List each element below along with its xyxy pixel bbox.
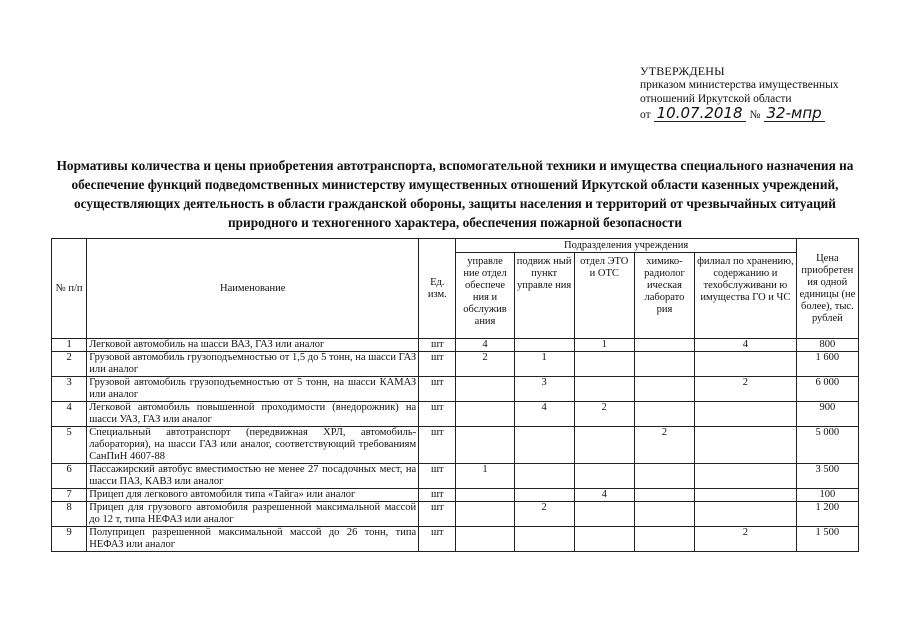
table-row bbox=[52, 427, 859, 464]
cell-division-a bbox=[456, 502, 514, 527]
cell-no: 8 bbox=[52, 502, 87, 527]
cell-division-e bbox=[695, 502, 797, 527]
cell-division-c: 2 bbox=[574, 402, 634, 427]
cell-division-d: 2 bbox=[634, 427, 694, 464]
header-division-c: отдел ЭТО и ОТС bbox=[574, 253, 634, 339]
cell-no: 2 bbox=[52, 352, 87, 377]
cell-division-e: 4 bbox=[695, 339, 797, 352]
table-row bbox=[52, 377, 859, 402]
cell-name: Специальный автотранспорт (передвижная ХРЛ, автомобиль-лаборатория), на шасси ГАЗ или аналог, соответствующий требованиям СанПиН 4607-88 bbox=[87, 427, 419, 464]
cell-division-e bbox=[695, 489, 797, 502]
cell-division-d bbox=[634, 464, 694, 489]
cell-price: 3 500 bbox=[796, 464, 858, 489]
cell-unit: шт bbox=[419, 427, 456, 464]
cell-name: Легковой автомобиль на шасси ВАЗ, ГАЗ или аналог bbox=[87, 339, 419, 352]
cell-price: 1 600 bbox=[796, 352, 858, 377]
cell-division-a bbox=[456, 402, 514, 427]
cell-division-b bbox=[514, 527, 574, 552]
cell-division-d bbox=[634, 527, 694, 552]
cell-price: 1 500 bbox=[796, 527, 858, 552]
cell-division-d bbox=[634, 502, 694, 527]
cell-division-b bbox=[514, 427, 574, 464]
cell-name: Грузовой автомобиль грузоподъемностью от 5 тонн, на шасси КАМАЗ или аналог bbox=[87, 377, 419, 402]
cell-unit: шт bbox=[419, 402, 456, 427]
cell-division-b: 1 bbox=[514, 352, 574, 377]
header-division-d: химико-радиолог ическая лаборато рия bbox=[634, 253, 694, 339]
header-divisions: Подразделения учреждения bbox=[456, 239, 796, 253]
cell-division-c bbox=[574, 352, 634, 377]
header-unit: Ед. изм. bbox=[419, 239, 456, 339]
approval-number: 32-мпр bbox=[764, 106, 825, 122]
cell-no: 1 bbox=[52, 339, 87, 352]
header-division-e: филиал по хранению, содержанию и техобслуживани ю имущества ГО и ЧС bbox=[695, 253, 797, 339]
cell-division-e bbox=[695, 464, 797, 489]
cell-division-c bbox=[574, 464, 634, 489]
header-division-b: подвиж ный пункт управле ния bbox=[514, 253, 574, 339]
header-no: № п/п bbox=[52, 239, 87, 339]
cell-name: Пассажирский автобус вместимостью не менее 27 посадочных мест, на шасси ПАЗ, КАВЗ или аналог bbox=[87, 464, 419, 489]
cell-no: 5 bbox=[52, 427, 87, 464]
approval-heading: УТВЕРЖДЕНЫ bbox=[640, 64, 725, 78]
approval-date: 10.07.2018 bbox=[654, 106, 746, 122]
table-row bbox=[52, 339, 859, 352]
cell-division-a bbox=[456, 527, 514, 552]
cell-division-d bbox=[634, 377, 694, 402]
norms-table bbox=[51, 238, 859, 552]
cell-division-b: 4 bbox=[514, 402, 574, 427]
approval-block bbox=[640, 64, 880, 122]
cell-division-e bbox=[695, 352, 797, 377]
header-name: Наименование bbox=[87, 239, 419, 339]
cell-no: 3 bbox=[52, 377, 87, 402]
cell-division-a bbox=[456, 427, 514, 464]
cell-division-e bbox=[695, 427, 797, 464]
cell-division-d bbox=[634, 352, 694, 377]
cell-unit: шт bbox=[419, 527, 456, 552]
cell-division-c bbox=[574, 502, 634, 527]
cell-division-e bbox=[695, 402, 797, 427]
cell-unit: шт bbox=[419, 464, 456, 489]
table-row bbox=[52, 464, 859, 489]
table-row bbox=[52, 402, 859, 427]
header-division-a: управле ние отдел обеспече ния и обслужив ания bbox=[456, 253, 514, 339]
cell-no: 4 bbox=[52, 402, 87, 427]
approval-line-2: отношений Иркутской области bbox=[640, 93, 792, 105]
cell-division-e: 2 bbox=[695, 527, 797, 552]
cell-division-a bbox=[456, 489, 514, 502]
cell-name: Полуприцеп разрешенной максимальной массой до 26 тонн, типа НЕФАЗ или аналог bbox=[87, 527, 419, 552]
document-title: Нормативы количества и цены приобретения автотранспорта, вспомогательной техники и имущества специального назначения на обеспечение функций подведомственных министерству имущественных отношений Иркутской области казенных учреждений, осуществляющих деятельность в области гражданской обороны, защиты населения и территорий от чрезвычайных ситуаций природного и техногенного характера, обеспечения пожарной безопасности bbox=[56, 158, 854, 230]
cell-price: 5 000 bbox=[796, 427, 858, 464]
cell-division-c bbox=[574, 427, 634, 464]
cell-unit: шт bbox=[419, 352, 456, 377]
cell-division-a: 4 bbox=[456, 339, 514, 352]
cell-division-b bbox=[514, 489, 574, 502]
cell-division-d bbox=[634, 339, 694, 352]
cell-price: 100 bbox=[796, 489, 858, 502]
cell-no: 6 bbox=[52, 464, 87, 489]
cell-division-d bbox=[634, 402, 694, 427]
table-row bbox=[52, 489, 859, 502]
approval-number-label: № bbox=[749, 109, 761, 121]
cell-name: Грузовой автомобиль грузоподъемностью от 1,5 до 5 тонн, на шасси ГАЗ или аналог bbox=[87, 352, 419, 377]
cell-division-c: 4 bbox=[574, 489, 634, 502]
cell-division-a: 1 bbox=[456, 464, 514, 489]
table-body bbox=[52, 339, 859, 552]
cell-unit: шт bbox=[419, 489, 456, 502]
approval-date-line bbox=[640, 106, 880, 122]
cell-name: Легковой автомобиль повышенной проходимости (внедорожник) на шасси УАЗ, ГАЗ или аналог bbox=[87, 402, 419, 427]
cell-price: 6 000 bbox=[796, 377, 858, 402]
cell-division-a bbox=[456, 377, 514, 402]
cell-division-b: 2 bbox=[514, 502, 574, 527]
cell-price: 1 200 bbox=[796, 502, 858, 527]
approval-line-1: приказом министерства имущественных bbox=[640, 79, 839, 91]
cell-division-b bbox=[514, 464, 574, 489]
cell-division-b bbox=[514, 339, 574, 352]
table-row bbox=[52, 352, 859, 377]
cell-division-a: 2 bbox=[456, 352, 514, 377]
cell-division-c: 1 bbox=[574, 339, 634, 352]
cell-name: Прицеп для грузового автомобиля разрешенной максимальной массой до 12 т, типа НЕФАЗ или аналог bbox=[87, 502, 419, 527]
table-row bbox=[52, 502, 859, 527]
cell-no: 9 bbox=[52, 527, 87, 552]
header-price: Цена приобретен ия одной единицы (не более), тыс. рублей bbox=[796, 239, 858, 339]
cell-division-c bbox=[574, 377, 634, 402]
cell-no: 7 bbox=[52, 489, 87, 502]
cell-price: 900 bbox=[796, 402, 858, 427]
cell-name: Прицеп для легкового автомобиля типа «Тайга» или аналог bbox=[87, 489, 419, 502]
cell-price: 800 bbox=[796, 339, 858, 352]
cell-division-d bbox=[634, 489, 694, 502]
cell-unit: шт bbox=[419, 339, 456, 352]
cell-division-b: 3 bbox=[514, 377, 574, 402]
cell-unit: шт bbox=[419, 502, 456, 527]
cell-unit: шт bbox=[419, 377, 456, 402]
table-row bbox=[52, 527, 859, 552]
cell-division-e: 2 bbox=[695, 377, 797, 402]
approval-from-label: от bbox=[640, 109, 651, 121]
cell-division-c bbox=[574, 527, 634, 552]
